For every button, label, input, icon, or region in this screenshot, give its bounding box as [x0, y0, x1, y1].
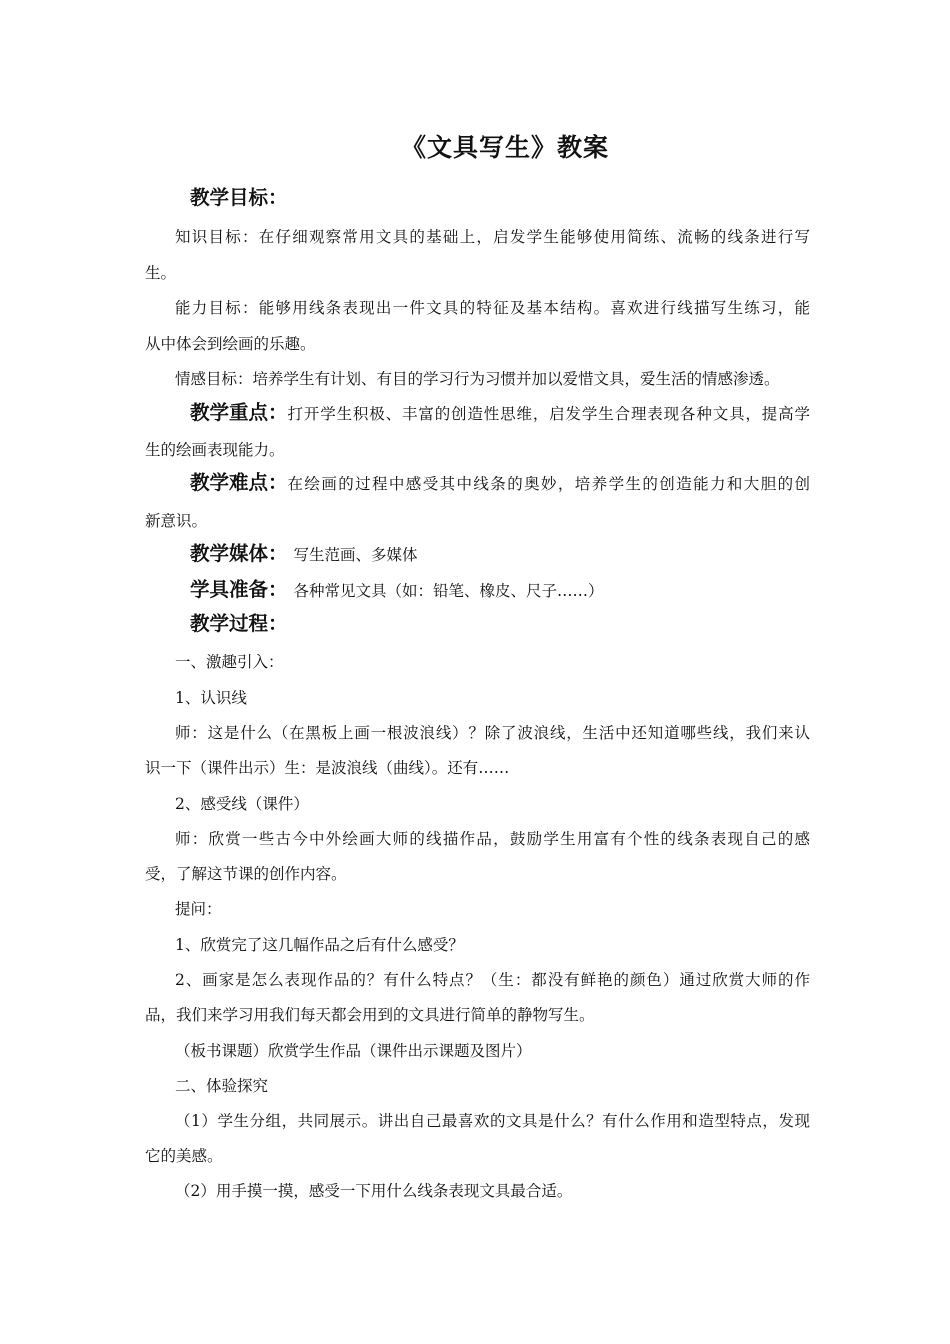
key-points-text-1: 打开学生积极、丰富的创造性思维，启发学生合理表现各种文具，提高学 [287, 405, 810, 423]
objectives-heading: 教学目标： [190, 186, 288, 209]
difficulties-text-1: 在绘画的过程中感受其中线条的奥妙，培养学生的创造能力和大胆的创 [287, 475, 810, 493]
process-line: 提问： [175, 900, 222, 918]
process-line: （1）学生分组，共同展示。讲出自己最喜欢的文具是什么？有什么作用和造型特点，发现 [175, 1112, 810, 1130]
difficulties-row [190, 473, 810, 494]
process-line: 识一下（课件出示）生：是波浪线（曲线）。还有…… [145, 759, 510, 777]
process-line: （2）用手摸一摸，感受一下用什么线条表现文具最合适。 [175, 1182, 573, 1200]
process-line: 品，我们来学习用我们每天都会用到的文具进行简单的静物写生。 [145, 1006, 595, 1024]
process-line: 1、欣赏完了这几幅作品之后有什么感受？ [175, 936, 464, 954]
process-line: 师：这是什么（在黑板上画一根波浪线）？除了波浪线，生活中还知道哪些线，我们来认 [175, 724, 810, 742]
ability-objective-line-1: 能力目标：能够用线条表现出一件文具的特征及基本结构。喜欢进行线描写生练习，能 [175, 299, 810, 317]
emotion-objective: 情感目标：培养学生有计划、有目的学习行为习惯并加以爱惜文具，爱生活的情感渗透。 [175, 370, 780, 388]
media-row [190, 544, 855, 565]
process-heading: 教学过程： [190, 612, 288, 635]
media-heading: 教学媒体： [190, 542, 288, 565]
process-line: 二、体验探究 [175, 1077, 269, 1095]
document-title: 《文具写生》教案 [400, 133, 609, 162]
process-line: 一、激趣引入： [175, 653, 284, 671]
difficulties-text-2: 新意识。 [145, 512, 208, 530]
ability-objective-line-2: 从中体会到绘画的乐趣。 [145, 335, 316, 353]
process-line: （板书课题）欣赏学生作品（课件出示课题及图片） [175, 1042, 532, 1060]
tools-row [190, 580, 855, 601]
difficulties-heading: 教学难点： [190, 471, 288, 494]
knowledge-objective-line-2: 生。 [145, 264, 177, 282]
tools-heading: 学具准备： [190, 578, 288, 601]
key-points-text-2: 生的绘画表现能力。 [145, 441, 285, 459]
process-line: 2、画家是怎么表现作品的？有什么特点？（生：都没有鲜艳的颜色）通过欣赏大师的作 [175, 971, 810, 989]
process-line: 它的美感。 [145, 1147, 223, 1165]
process-line: 2、感受线（课件） [175, 795, 309, 813]
key-points-row [190, 403, 810, 424]
knowledge-objective-line-1: 知识目标：在仔细观察常用文具的基础上，启发学生能够使用简练、流畅的线条进行写 [175, 228, 810, 246]
tools-text: 各种常见文具（如：铅笔、橡皮、尺子……） [293, 582, 604, 600]
process-line: 受，了解这节课的创作内容。 [145, 865, 347, 883]
process-line: 1、认识线 [175, 689, 247, 707]
process-line: 师：欣赏一些古今中外绘画大师的线描作品，鼓励学生用富有个性的线条表现自己的感 [175, 830, 810, 848]
key-points-heading: 教学重点： [190, 401, 288, 424]
media-text: 写生范画、多媒体 [293, 546, 418, 564]
